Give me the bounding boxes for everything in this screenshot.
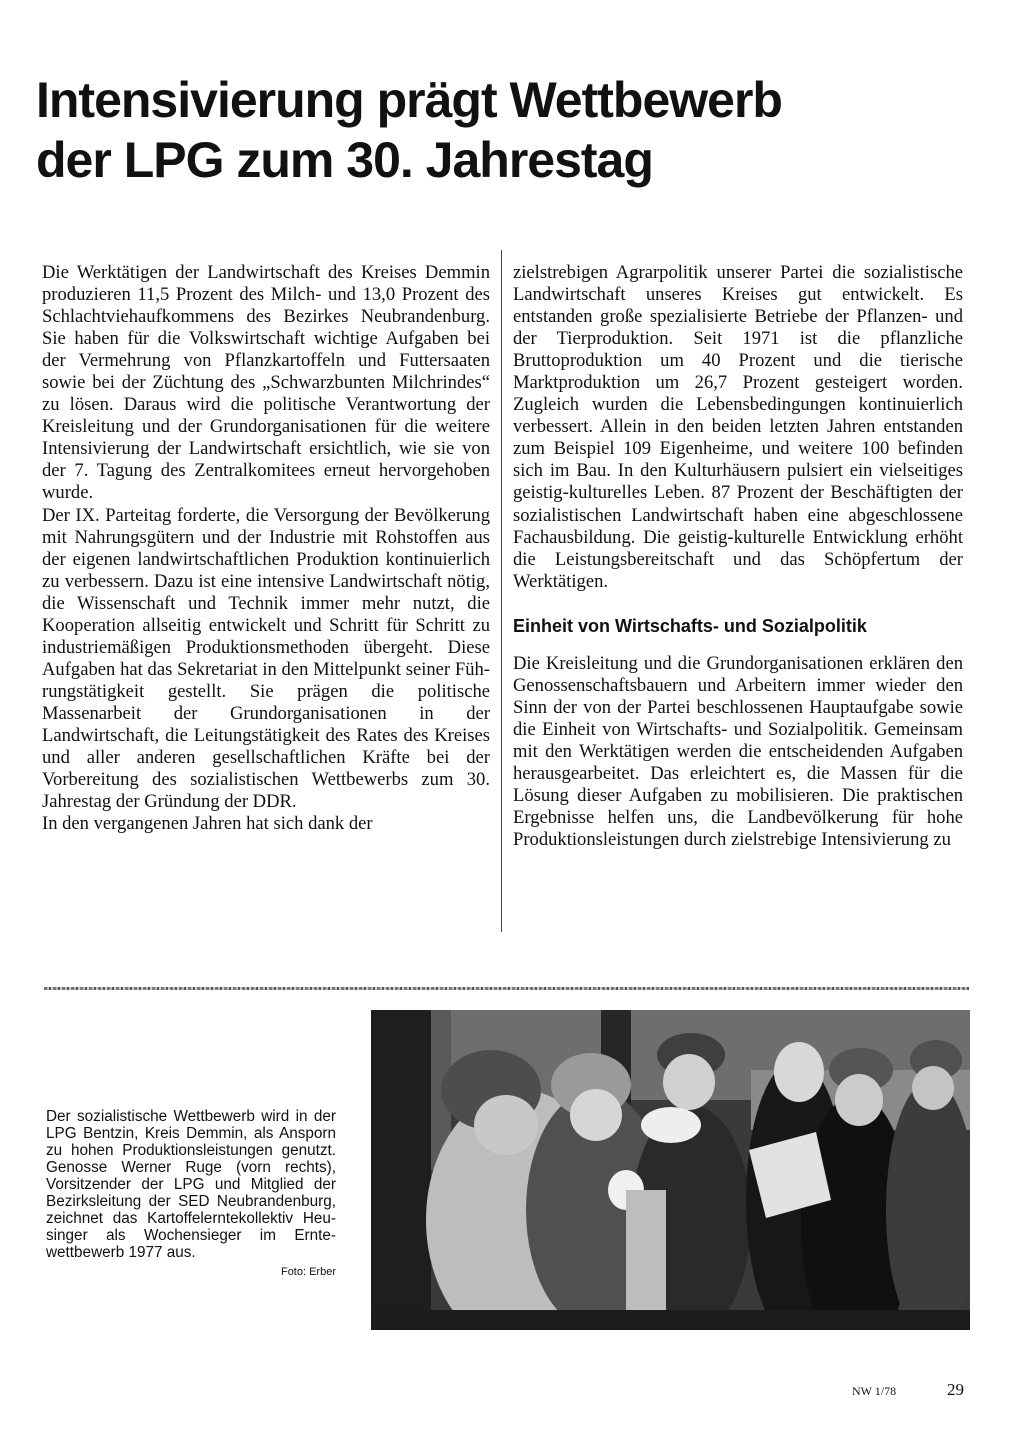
section-subheading: Einheit von Wirtschafts- und Sozialpolitik	[513, 615, 867, 636]
headline-line-1: Intensivierung prägt Wettbewerb	[36, 72, 782, 128]
issue-label: NW 1/78	[852, 1384, 897, 1398]
caption-text: Der sozialistische Wettbewerb wird in der LPG Bentzin, Kreis Demmin, als Ansporn zu hohen Produktionsleistungen genutzt. Genosse Werner Ruge (vorn rechts), Vorsitzender der LPG und Mitglied der Bezirksleitung der SED Neubrandenburg, zeichnet das Kartoffelerntekollektiv Heusinger als Wochensieger im Erntewettbewerb 1977 aus.	[46, 1108, 336, 1261]
news-photo	[371, 1010, 970, 1330]
headline-line-2: der LPG zum 30. Jahrestag	[36, 132, 653, 188]
article-headline	[36, 70, 996, 190]
photo-credit: Foto: Erber	[280, 1266, 336, 1278]
paragraph: In den vergangenen Jahren hat sich dank der	[42, 813, 373, 835]
article-column-right	[513, 262, 963, 851]
paragraph: zielstrebigen Agrarpolitik unserer Partei die sozialistische Landwirtschaft unseres Kreises gut entwickelt. Es entstanden große spezialisierte Betriebe der Pflanzen- und der Tierproduktion. Seit 1971 ist die pflanzliche Bruttoproduktion um 40 Prozent und die tierische Marktproduktion um 26,7 Prozent gesteigert worden. Zugleich wurden die Lebensbedingungen kontinuierlich verbessert. Allein in den beiden letzten Jahren entstanden zum Beispiel 109 Eigenheime, und weitere 100 befinden sich im Bau. In den Kulturhäusern pulsiert ein vielseitiges geistig-kulturelles Leben. 87 Prozent der Beschäftigten der sozialistischen Landwirtschaft haben eine abgeschlossene Fachausbildung. Die geistig-kulturelle Entwicklung erhöht die Leistungsbereitschaft und das Schöpfertum der Werktätigen.	[513, 262, 963, 592]
paragraph: Der IX. Parteitag forderte, die Versorgung der Bevölkerung mit Nahrungsgütern und der Industrie mit Rohstoffen aus der eigenen landwirtschaftlichen Produktion kontinuierlich zu verbessern. Dazu ist eine intensive Landwirtschaft nötig, die Wissenschaft und Technik immer mehr nutzt, die Kooperation allseitig entwickelt und Schritt für Schritt zu industriemäßigen Produktionsmethoden übergeht. Diese Aufgaben hat das Sekretariat in den Mittelpunkt seiner Führungstätigkeit gestellt. Sie prägen die politische Massenarbeit der Grundorganisationen in der Landwirtschaft, die Leitungstätigkeit des Rates des Kreises und aller anderen gesellschaftlichen Kräfte bei der Vorbereitung des sozialistischen Wettbewerbs zum 30. Jahrestag der Gründung der DDR.	[42, 504, 490, 813]
section-separator	[44, 987, 969, 990]
page-number: 29	[947, 1380, 964, 1399]
photo-caption	[46, 1108, 336, 1279]
paragraph: Die Kreisleitung und die Grundorganisationen erklären den Genossenschaftsbauern und Arbeitern immer wieder den Sinn der von der Partei beschlossenen Hauptaufgabe sowie die Einheit von Wirtschafts- und Sozialpolitik. Gemeinsam mit den Werktätigen werden die entscheidenden Aufgaben herausgearbeitet. Das erleichtert es, die Massen für die Lösung dieser Aufgaben zu mobilisieren. Die praktischen Ergebnisse helfen uns, die Landbevölkerung für hohe Produktionsleistungen durch zielstrebige Intensivierung zu	[513, 652, 963, 851]
column-divider	[501, 250, 502, 932]
paragraph: Die Werktätigen der Landwirtschaft des Kreises Demmin produzieren 11,5 Prozent des Milch- und 13,0 Prozent des Schlachtviehaufkommens des Bezirkes Neubrandenburg. Sie haben für die Volkswirtschaft wichtige Aufgaben bei der Vermehrung von Pflanzkartoffeln und Futtersaaten sowie bei der Züchtung des „Schwarzbunten Milchrindes“ zu lösen. Daraus wird die politische Verantwortung der Kreisleitung und der Grundorganisationen für die weitere Intensivierung der Landwirtschaft ersichtlich, wie sie von der 7. Tagung des Zentralkomitees erneut hervorgehoben wurde.	[42, 262, 490, 504]
photo-illustration	[371, 1010, 970, 1330]
article-column-left	[42, 262, 490, 835]
